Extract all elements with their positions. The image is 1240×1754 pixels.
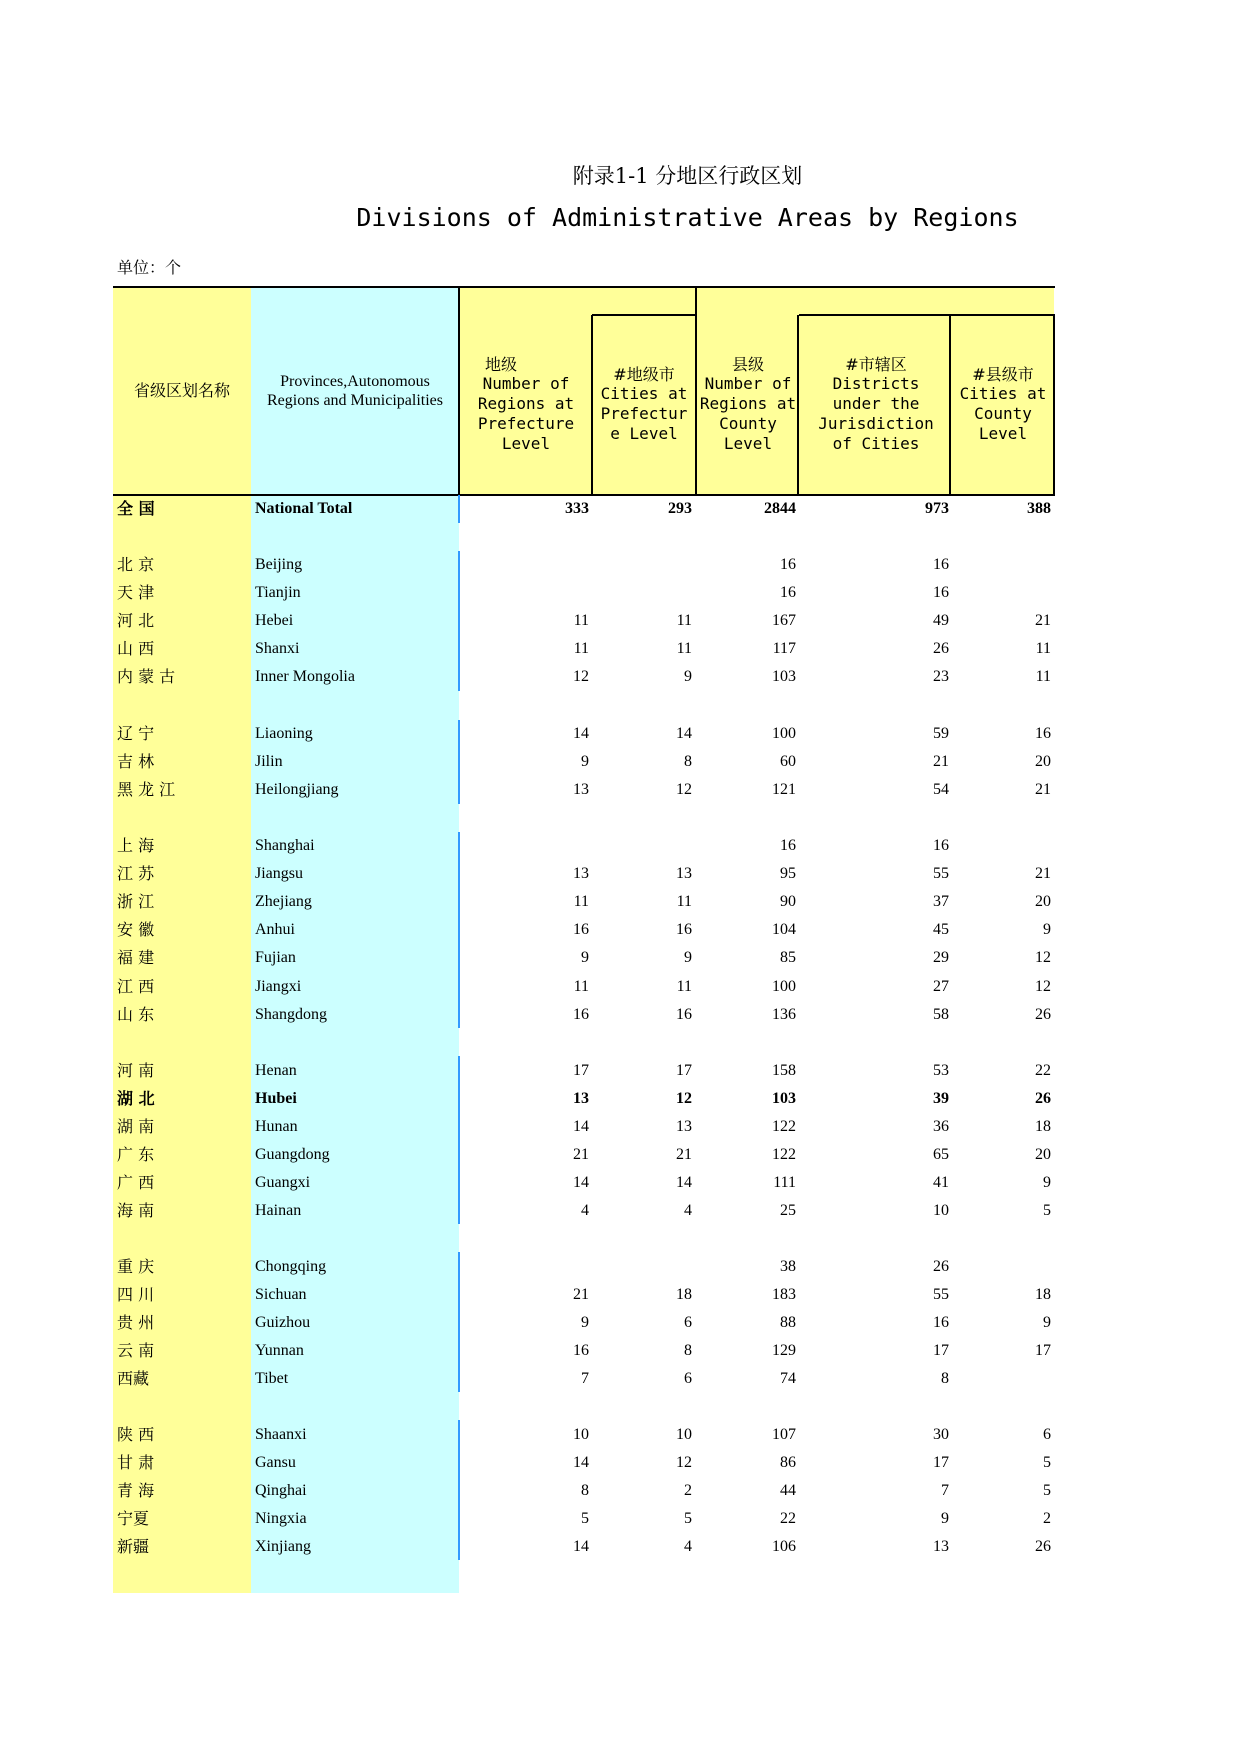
- county-value: 90: [780, 893, 796, 910]
- province-name-en: Chongqing: [255, 1258, 327, 1275]
- table-row: [0, 1086, 1240, 1112]
- pref-cities-value: 13: [676, 865, 692, 882]
- districts-value: 8: [941, 1370, 949, 1387]
- pref-cities-value: 4: [684, 1202, 692, 1219]
- province-name-cn: 河 北: [117, 611, 155, 630]
- province-name-en: Yunnan: [255, 1342, 304, 1359]
- county-value: 25: [780, 1202, 796, 1219]
- county-cities-value: 6: [1043, 1426, 1051, 1443]
- districts-value: 53: [933, 1062, 949, 1079]
- pref-cities-value: 8: [684, 1342, 692, 1359]
- header-pref-cities-en: Cities at Prefecture Level: [600, 383, 688, 443]
- county-value: 100: [772, 978, 796, 995]
- province-name-cn: 河 南: [117, 1061, 155, 1080]
- county-value: 2844: [764, 500, 796, 517]
- header-county-cities-cn: #县级市: [972, 364, 1034, 384]
- header-pref-cities-cn: #地级市: [613, 364, 675, 384]
- county-value: 95: [780, 865, 796, 882]
- prefecture-value: 16: [573, 1342, 589, 1359]
- county-value: 22: [780, 1510, 796, 1527]
- districts-value: 41: [933, 1174, 949, 1191]
- county-value: 129: [772, 1342, 796, 1359]
- table-row: [0, 1506, 1240, 1532]
- table-row: [0, 580, 1240, 606]
- province-name-cn: 湖 南: [117, 1117, 155, 1136]
- prefecture-value: 5: [581, 1510, 589, 1527]
- table-row: [0, 1170, 1240, 1196]
- county-cities-value: 5: [1043, 1482, 1051, 1499]
- county-cities-value: 22: [1035, 1062, 1051, 1079]
- county-value: 121: [772, 781, 796, 798]
- pref-cities-value: 18: [676, 1286, 692, 1303]
- province-name-en: Jilin: [255, 753, 283, 770]
- county-cities-value: 18: [1035, 1118, 1051, 1135]
- province-name-en: Heilongjiang: [255, 781, 339, 798]
- districts-value: 30: [933, 1426, 949, 1443]
- county-cities-value: 26: [1035, 1006, 1051, 1023]
- districts-value: 58: [933, 1006, 949, 1023]
- pref-cities-value: 2: [684, 1482, 692, 1499]
- province-name-en: Jiangxi: [255, 978, 302, 995]
- prefecture-value: 14: [573, 1454, 589, 1471]
- county-cities-value: 9: [1043, 1174, 1051, 1191]
- pref-cities-value: 5: [684, 1510, 692, 1527]
- districts-value: 27: [933, 978, 949, 995]
- table-row: [0, 636, 1240, 662]
- county-cities-value: 26: [1035, 1538, 1051, 1555]
- districts-value: 59: [933, 725, 949, 742]
- county-cities-value: 21: [1035, 781, 1051, 798]
- county-value: 104: [772, 921, 796, 938]
- prefecture-value: 10: [573, 1426, 589, 1443]
- pref-cities-value: 12: [676, 1090, 692, 1107]
- prefecture-value: 14: [573, 1118, 589, 1135]
- province-name-en: Xinjiang: [255, 1538, 311, 1555]
- county-cities-value: 11: [1035, 668, 1051, 685]
- prefecture-value: 13: [573, 781, 589, 798]
- province-name-en: Beijing: [255, 556, 303, 573]
- pref-cities-value: 10: [676, 1426, 692, 1443]
- county-value: 183: [772, 1286, 796, 1303]
- province-name-cn: 海 南: [117, 1201, 155, 1220]
- province-name-en: Tianjin: [255, 584, 301, 601]
- pref-cities-value: 16: [676, 1006, 692, 1023]
- province-name-cn: 北 京: [117, 555, 155, 574]
- prefecture-value: 9: [581, 753, 589, 770]
- province-name-cn: 四 川: [117, 1285, 155, 1304]
- districts-value: 55: [933, 1286, 949, 1303]
- province-name-en: National Total: [255, 500, 353, 517]
- province-name-en: Inner Mongolia: [255, 668, 355, 685]
- prefecture-value: 9: [581, 1314, 589, 1331]
- table-row: [0, 1366, 1240, 1392]
- table-row: [0, 1198, 1240, 1224]
- table-row: [0, 1058, 1240, 1084]
- province-name-cn: 辽 宁: [117, 724, 155, 743]
- table-row: [0, 1282, 1240, 1308]
- districts-value: 16: [933, 556, 949, 573]
- header-county-cn: 县级: [731, 354, 764, 374]
- pref-cities-value: 17: [676, 1062, 692, 1079]
- table-row: [0, 664, 1240, 690]
- table-row: [0, 721, 1240, 747]
- province-name-en: Gansu: [255, 1454, 296, 1471]
- prefecture-value: 4: [581, 1202, 589, 1219]
- unit-label: 单位：个: [117, 258, 182, 277]
- county-value: 107: [772, 1426, 796, 1443]
- province-name-en: Guizhou: [255, 1314, 311, 1331]
- county-cities-value: 16: [1035, 725, 1051, 742]
- districts-value: 973: [925, 500, 949, 517]
- county-value: 38: [780, 1258, 796, 1275]
- table-row: [0, 496, 1240, 522]
- districts-value: 13: [933, 1538, 949, 1555]
- county-cities-value: 18: [1035, 1286, 1051, 1303]
- province-name-en: Hebei: [255, 612, 294, 629]
- county-value: 136: [772, 1006, 796, 1023]
- header-county-cities-en: Cities at County Level: [959, 383, 1047, 443]
- province-name-cn: 重 庆: [117, 1257, 155, 1276]
- districts-value: 39: [933, 1090, 949, 1107]
- province-name-en: Anhui: [255, 921, 295, 938]
- districts-value: 7: [941, 1482, 949, 1499]
- county-value: 158: [772, 1062, 796, 1079]
- county-value: 103: [772, 668, 796, 685]
- county-cities-value: 5: [1043, 1454, 1051, 1471]
- prefecture-value: 13: [573, 1090, 589, 1107]
- county-value: 60: [780, 753, 796, 770]
- pref-cities-value: 6: [684, 1370, 692, 1387]
- prefecture-value: 7: [581, 1370, 589, 1387]
- pref-cities-value: 8: [684, 753, 692, 770]
- prefecture-value: 12: [573, 668, 589, 685]
- province-name-cn: 新疆: [117, 1537, 150, 1556]
- table-row: [0, 1310, 1240, 1336]
- province-name-cn: 江 苏: [117, 864, 155, 883]
- province-name-en: Sichuan: [255, 1286, 307, 1303]
- districts-value: 23: [933, 668, 949, 685]
- county-cities-value: 5: [1043, 1202, 1051, 1219]
- county-value: 117: [772, 640, 796, 657]
- county-cities-value: 9: [1043, 921, 1051, 938]
- county-value: 122: [772, 1118, 796, 1135]
- districts-value: 65: [933, 1146, 949, 1163]
- county-value: 106: [772, 1538, 796, 1555]
- county-value: 88: [780, 1314, 796, 1331]
- county-cities-value: 20: [1035, 753, 1051, 770]
- prefecture-value: 11: [573, 978, 589, 995]
- header-prefecture-cn: 地级: [485, 354, 518, 374]
- county-value: 44: [780, 1482, 796, 1499]
- province-name-cn: 天 津: [117, 583, 155, 602]
- province-name-cn: 贵 州: [117, 1313, 155, 1332]
- county-cities-value: 388: [1027, 500, 1051, 517]
- county-cities-value: 12: [1035, 978, 1051, 995]
- districts-value: 17: [933, 1342, 949, 1359]
- pref-cities-value: 11: [676, 612, 692, 629]
- districts-value: 37: [933, 893, 949, 910]
- province-name-cn: 吉 林: [117, 752, 155, 771]
- pref-cities-value: 14: [676, 1174, 692, 1191]
- county-value: 103: [772, 1090, 796, 1107]
- province-name-en: Hubei: [255, 1090, 297, 1107]
- table-row: [0, 1114, 1240, 1140]
- districts-value: 29: [933, 949, 949, 966]
- county-cities-value: 17: [1035, 1342, 1051, 1359]
- province-name-en: Guangxi: [255, 1174, 311, 1191]
- pref-cities-value: 6: [684, 1314, 692, 1331]
- prefecture-value: 21: [573, 1146, 589, 1163]
- province-name-en: Jiangsu: [255, 865, 303, 882]
- districts-value: 45: [933, 921, 949, 938]
- province-name-cn: 全 国: [117, 499, 155, 518]
- province-name-cn: 内 蒙 古: [117, 667, 176, 686]
- table-row: [0, 552, 1240, 578]
- prefecture-value: 14: [573, 1538, 589, 1555]
- table-row: [0, 1002, 1240, 1028]
- pref-cities-value: 4: [684, 1538, 692, 1555]
- county-value: 167: [772, 612, 796, 629]
- pref-cities-value: 21: [676, 1146, 692, 1163]
- county-cities-value: 9: [1043, 1314, 1051, 1331]
- pref-cities-value: 9: [684, 668, 692, 685]
- prefecture-value: 14: [573, 725, 589, 742]
- province-name-en: Shaanxi: [255, 1426, 307, 1443]
- province-name-cn: 陕 西: [117, 1425, 155, 1444]
- province-name-en: Shanxi: [255, 640, 300, 657]
- province-name-cn: 安 徽: [117, 920, 155, 939]
- pref-cities-value: 16: [676, 921, 692, 938]
- header-districts-cn: #市辖区: [845, 354, 907, 374]
- header-prefecture-en: Number of Regions at Prefecture Level: [477, 373, 575, 453]
- table-row: [0, 974, 1240, 1000]
- table-row: [0, 1478, 1240, 1504]
- province-name-cn: 宁夏: [117, 1509, 150, 1528]
- prefecture-value: 16: [573, 1006, 589, 1023]
- province-name-cn: 广 东: [117, 1145, 155, 1164]
- province-name-cn: 西藏: [117, 1369, 150, 1388]
- province-name-en: Henan: [255, 1062, 297, 1079]
- districts-value: 26: [933, 1258, 949, 1275]
- table-row: [0, 749, 1240, 775]
- province-name-en: Qinghai: [255, 1482, 307, 1499]
- county-value: 122: [772, 1146, 796, 1163]
- province-name-en: Hunan: [255, 1118, 298, 1135]
- province-name-cn: 广 西: [117, 1173, 155, 1192]
- header-province-cn: 省级区划名称: [133, 381, 230, 400]
- header-county-en: Number of Regions at County Level: [699, 373, 797, 453]
- districts-value: 9: [941, 1510, 949, 1527]
- county-cities-value: 21: [1035, 865, 1051, 882]
- pref-cities-value: 293: [668, 500, 692, 517]
- districts-value: 16: [933, 1314, 949, 1331]
- districts-value: 17: [933, 1454, 949, 1471]
- table-row: [0, 1422, 1240, 1448]
- pref-cities-value: 12: [676, 1454, 692, 1471]
- prefecture-value: 8: [581, 1482, 589, 1499]
- province-name-cn: 福 建: [117, 948, 155, 967]
- header-province-en: Provinces,Autonomous Regions and Municipalities: [267, 372, 443, 409]
- table-row: [0, 608, 1240, 634]
- table-row: [0, 1338, 1240, 1364]
- pref-cities-value: 11: [676, 640, 692, 657]
- county-value: 16: [780, 837, 796, 854]
- province-name-en: Zhejiang: [255, 893, 312, 910]
- districts-value: 49: [933, 612, 949, 629]
- prefecture-value: 9: [581, 949, 589, 966]
- county-value: 100: [772, 725, 796, 742]
- districts-value: 10: [933, 1202, 949, 1219]
- districts-value: 21: [933, 753, 949, 770]
- province-name-en: Liaoning: [255, 725, 313, 742]
- county-value: 86: [780, 1454, 796, 1471]
- districts-value: 26: [933, 640, 949, 657]
- province-name-cn: 湖 北: [117, 1089, 155, 1108]
- county-value: 85: [780, 949, 796, 966]
- county-value: 74: [780, 1370, 796, 1387]
- districts-value: 54: [933, 781, 949, 798]
- province-name-en: Hainan: [255, 1202, 302, 1219]
- province-name-en: Fujian: [255, 949, 296, 966]
- pref-cities-value: 9: [684, 949, 692, 966]
- county-cities-value: 21: [1035, 612, 1051, 629]
- prefecture-value: 17: [573, 1062, 589, 1079]
- pref-cities-value: 12: [676, 781, 692, 798]
- province-name-cn: 云 南: [117, 1341, 155, 1360]
- county-cities-value: 12: [1035, 949, 1051, 966]
- province-name-en: Tibet: [255, 1370, 289, 1387]
- province-name-en: Shanghai: [255, 837, 315, 854]
- province-name-cn: 山 东: [117, 1005, 155, 1024]
- title-en: Divisions of Administrative Areas by Regions: [356, 203, 1019, 232]
- table-row: [0, 1254, 1240, 1280]
- county-cities-value: 2: [1043, 1510, 1051, 1527]
- table-row: [0, 945, 1240, 971]
- province-name-cn: 浙 江: [117, 892, 155, 911]
- districts-value: 55: [933, 865, 949, 882]
- county-value: 16: [780, 556, 796, 573]
- prefecture-value: 13: [573, 865, 589, 882]
- county-cities-value: 11: [1035, 640, 1051, 657]
- table-row: [0, 1450, 1240, 1476]
- prefecture-value: 11: [573, 612, 589, 629]
- province-name-cn: 山 西: [117, 639, 155, 658]
- table-row: [0, 1142, 1240, 1168]
- prefecture-value: 14: [573, 1174, 589, 1191]
- prefecture-value: 21: [573, 1286, 589, 1303]
- districts-value: 16: [933, 584, 949, 601]
- pref-cities-value: 11: [676, 978, 692, 995]
- county-value: 111: [773, 1174, 796, 1191]
- districts-value: 16: [933, 837, 949, 854]
- prefecture-value: 16: [573, 921, 589, 938]
- title-cn: 附录1-1 分地区行政区划: [572, 164, 803, 188]
- province-name-cn: 青 海: [117, 1481, 155, 1500]
- county-value: 16: [780, 584, 796, 601]
- table-row: [0, 1534, 1240, 1560]
- table-row: [0, 889, 1240, 915]
- table-row: [0, 917, 1240, 943]
- prefecture-value: 11: [573, 640, 589, 657]
- table-row: [0, 861, 1240, 887]
- table-row: [0, 833, 1240, 859]
- province-name-en: Shangdong: [255, 1006, 327, 1023]
- province-name-cn: 黑 龙 江: [117, 780, 176, 799]
- pref-cities-value: 14: [676, 725, 692, 742]
- table-row: [0, 777, 1240, 803]
- county-cities-value: 20: [1035, 1146, 1051, 1163]
- prefecture-value: 11: [573, 893, 589, 910]
- pref-cities-value: 13: [676, 1118, 692, 1135]
- county-cities-value: 20: [1035, 893, 1051, 910]
- header-districts-en: Districts under the Jurisdiction of Cities: [818, 373, 934, 453]
- province-name-en: Guangdong: [255, 1146, 330, 1163]
- province-name-en: Ningxia: [255, 1510, 307, 1527]
- province-name-cn: 江 西: [117, 977, 155, 996]
- province-name-cn: 甘 肃: [117, 1453, 155, 1472]
- province-name-cn: 上 海: [117, 836, 155, 855]
- pref-cities-value: 11: [676, 893, 692, 910]
- prefecture-value: 333: [565, 500, 589, 517]
- districts-value: 36: [933, 1118, 949, 1135]
- county-cities-value: 26: [1035, 1090, 1051, 1107]
